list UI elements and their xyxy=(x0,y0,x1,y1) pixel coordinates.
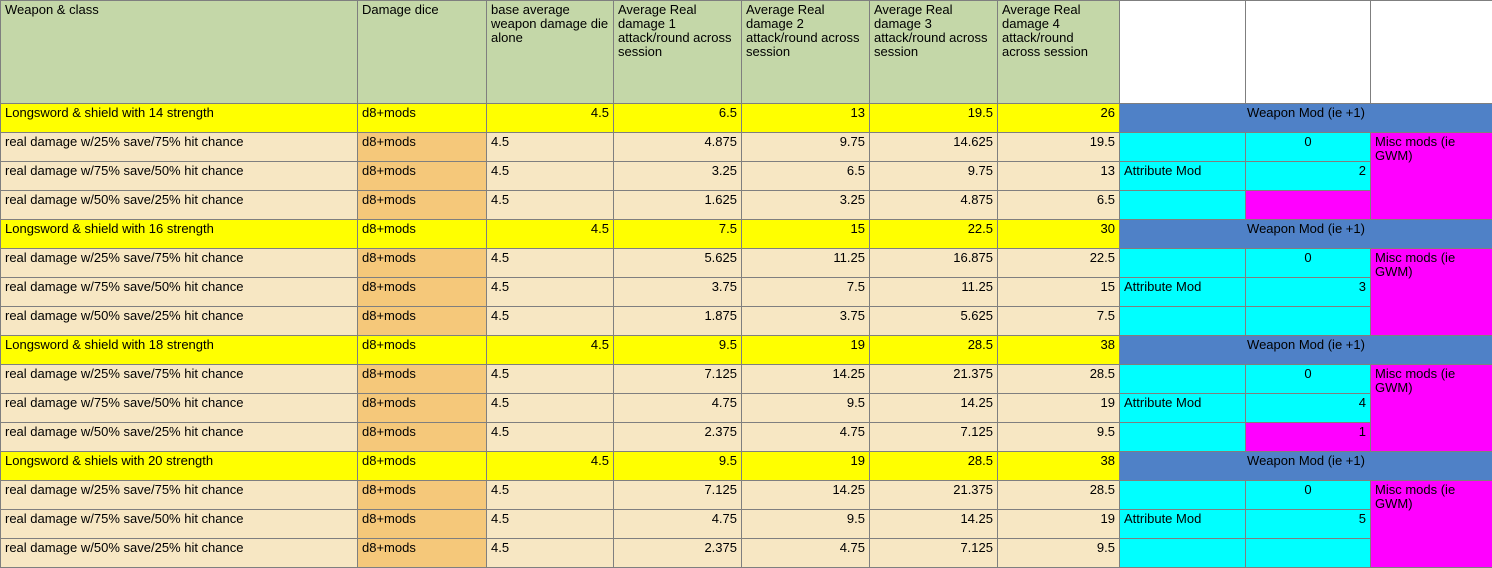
row-ar3: 21.375 xyxy=(870,365,998,394)
row-ar2: 3.75 xyxy=(742,307,870,336)
group-dice: d8+mods xyxy=(358,220,487,249)
weapon-mod-value: 0 xyxy=(1246,133,1371,162)
header-average-real-2: Average Real damage 2 attack/round across session xyxy=(742,1,870,104)
row-base: 4.5 xyxy=(487,423,614,452)
group-ar4: 30 xyxy=(998,220,1120,249)
row-ar4: 9.5 xyxy=(998,423,1120,452)
group-ar3: 19.5 xyxy=(870,104,998,133)
row-ar2: 11.25 xyxy=(742,249,870,278)
table-row xyxy=(1,539,1492,568)
row-ar1: 2.375 xyxy=(614,539,742,568)
row-ar1: 4.75 xyxy=(614,510,742,539)
header-average-real-4: Average Real damage 4 attack/round across session xyxy=(998,1,1120,104)
group-ar1: 9.5 xyxy=(614,336,742,365)
weapon-mod-spacer xyxy=(1120,481,1246,510)
row-base: 4.5 xyxy=(487,481,614,510)
row-ar1: 4.75 xyxy=(614,394,742,423)
row-label: real damage w/50% save/25% hit chance xyxy=(1,539,358,568)
misc-mod-spacer xyxy=(1120,191,1246,220)
table-row xyxy=(1,510,1492,539)
attribute-mod-label: Attribute Mod xyxy=(1120,278,1246,307)
row-base: 4.5 xyxy=(487,394,614,423)
group-title: Longsword & shield with 14 strength xyxy=(1,104,358,133)
group-ar1: 9.5 xyxy=(614,452,742,481)
row-dice: d8+mods xyxy=(358,249,487,278)
group-base: 4.5 xyxy=(487,452,614,481)
weapon-mod-spacer xyxy=(1120,249,1246,278)
misc-mod-value: 1 xyxy=(1246,423,1371,452)
weapon-mod-spacer xyxy=(1120,133,1246,162)
row-label: real damage w/50% save/25% hit chance xyxy=(1,307,358,336)
row-ar2: 14.25 xyxy=(742,481,870,510)
row-ar1: 4.875 xyxy=(614,133,742,162)
attribute-mod-value: 4 xyxy=(1246,394,1371,423)
row-label: real damage w/25% save/75% hit chance xyxy=(1,249,358,278)
row-dice: d8+mods xyxy=(358,191,487,220)
misc-mods-label: Misc mods (ie GWM) xyxy=(1371,133,1492,220)
row-dice: d8+mods xyxy=(358,510,487,539)
misc-mod-value xyxy=(1246,191,1371,220)
row-ar1: 1.625 xyxy=(614,191,742,220)
attribute-mod-label: Attribute Mod xyxy=(1120,510,1246,539)
row-dice: d8+mods xyxy=(358,307,487,336)
row-ar3: 4.875 xyxy=(870,191,998,220)
row-ar2: 4.75 xyxy=(742,423,870,452)
attribute-mod-value: 3 xyxy=(1246,278,1371,307)
row-base: 4.5 xyxy=(487,539,614,568)
row-ar3: 16.875 xyxy=(870,249,998,278)
misc-mods-label: Misc mods (ie GWM) xyxy=(1371,481,1492,568)
row-ar4: 6.5 xyxy=(998,191,1120,220)
header-base-average: base average weapon damage die alone xyxy=(487,1,614,104)
weapon-mod-header: Weapon Mod (ie +1) xyxy=(1120,220,1492,249)
row-dice: d8+mods xyxy=(358,539,487,568)
group-ar2: 19 xyxy=(742,336,870,365)
group-base: 4.5 xyxy=(487,104,614,133)
group-ar2: 19 xyxy=(742,452,870,481)
misc-mod-spacer xyxy=(1120,539,1246,568)
group-ar3: 28.5 xyxy=(870,336,998,365)
header-weapon-class: Weapon & class xyxy=(1,1,358,104)
row-base: 4.5 xyxy=(487,249,614,278)
group-ar4: 38 xyxy=(998,452,1120,481)
weapon-mod-value: 0 xyxy=(1246,481,1371,510)
table-row xyxy=(1,423,1492,452)
row-ar1: 1.875 xyxy=(614,307,742,336)
row-ar4: 7.5 xyxy=(998,307,1120,336)
group-title-row xyxy=(1,220,1492,249)
row-dice: d8+mods xyxy=(358,423,487,452)
table-header-row xyxy=(1,1,1492,104)
group-title-row xyxy=(1,336,1492,365)
table-row xyxy=(1,191,1492,220)
table-row xyxy=(1,133,1492,162)
group-title-row xyxy=(1,452,1492,481)
row-ar1: 5.625 xyxy=(614,249,742,278)
header-damage-dice: Damage dice xyxy=(358,1,487,104)
attribute-mod-value: 5 xyxy=(1246,510,1371,539)
misc-mods-label: Misc mods (ie GWM) xyxy=(1371,249,1492,336)
row-base: 4.5 xyxy=(487,278,614,307)
row-ar2: 9.75 xyxy=(742,133,870,162)
row-label: real damage w/50% save/25% hit chance xyxy=(1,423,358,452)
table-row xyxy=(1,394,1492,423)
group-ar3: 22.5 xyxy=(870,220,998,249)
row-ar3: 9.75 xyxy=(870,162,998,191)
misc-mod-value xyxy=(1246,307,1371,336)
row-dice: d8+mods xyxy=(358,133,487,162)
weapon-mod-header: Weapon Mod (ie +1) xyxy=(1120,104,1492,133)
table-row xyxy=(1,481,1492,510)
table-row xyxy=(1,365,1492,394)
row-base: 4.5 xyxy=(487,307,614,336)
attribute-mod-label: Attribute Mod xyxy=(1120,394,1246,423)
group-ar3: 28.5 xyxy=(870,452,998,481)
row-ar4: 15 xyxy=(998,278,1120,307)
row-ar4: 19.5 xyxy=(998,133,1120,162)
row-ar3: 5.625 xyxy=(870,307,998,336)
weapon-mod-value: 0 xyxy=(1246,249,1371,278)
row-dice: d8+mods xyxy=(358,278,487,307)
table-row xyxy=(1,278,1492,307)
header-average-real-3: Average Real damage 3 attack/round across session xyxy=(870,1,998,104)
row-ar2: 9.5 xyxy=(742,394,870,423)
row-label: real damage w/25% save/75% hit chance xyxy=(1,481,358,510)
row-label: real damage w/75% save/50% hit chance xyxy=(1,162,358,191)
row-ar2: 14.25 xyxy=(742,365,870,394)
row-ar4: 19 xyxy=(998,510,1120,539)
weapon-mod-header: Weapon Mod (ie +1) xyxy=(1120,452,1492,481)
group-ar4: 26 xyxy=(998,104,1120,133)
group-base: 4.5 xyxy=(487,220,614,249)
row-ar4: 28.5 xyxy=(998,365,1120,394)
group-base: 4.5 xyxy=(487,336,614,365)
row-dice: d8+mods xyxy=(358,481,487,510)
table-row xyxy=(1,249,1492,278)
row-ar4: 9.5 xyxy=(998,539,1120,568)
header-average-real-1: Average Real damage 1 attack/round across session xyxy=(614,1,742,104)
group-ar1: 6.5 xyxy=(614,104,742,133)
row-dice: d8+mods xyxy=(358,365,487,394)
row-ar1: 2.375 xyxy=(614,423,742,452)
row-label: real damage w/75% save/50% hit chance xyxy=(1,510,358,539)
header-spacer-2 xyxy=(1246,1,1371,104)
weapon-mod-spacer xyxy=(1120,365,1246,394)
group-title: Longsword & shield with 16 strength xyxy=(1,220,358,249)
row-ar2: 7.5 xyxy=(742,278,870,307)
row-ar1: 7.125 xyxy=(614,481,742,510)
row-ar1: 3.75 xyxy=(614,278,742,307)
row-ar4: 22.5 xyxy=(998,249,1120,278)
row-label: real damage w/25% save/75% hit chance xyxy=(1,133,358,162)
weapon-mod-header: Weapon Mod (ie +1) xyxy=(1120,336,1492,365)
row-ar1: 7.125 xyxy=(614,365,742,394)
row-ar4: 28.5 xyxy=(998,481,1120,510)
row-ar3: 7.125 xyxy=(870,539,998,568)
group-ar2: 13 xyxy=(742,104,870,133)
row-ar4: 19 xyxy=(998,394,1120,423)
group-dice: d8+mods xyxy=(358,336,487,365)
header-spacer-3 xyxy=(1371,1,1492,104)
row-ar2: 9.5 xyxy=(742,510,870,539)
group-ar4: 38 xyxy=(998,336,1120,365)
table-row xyxy=(1,162,1492,191)
row-ar2: 4.75 xyxy=(742,539,870,568)
row-ar4: 13 xyxy=(998,162,1120,191)
attribute-mod-label: Attribute Mod xyxy=(1120,162,1246,191)
row-base: 4.5 xyxy=(487,510,614,539)
header-spacer-1 xyxy=(1120,1,1246,104)
row-ar1: 3.25 xyxy=(614,162,742,191)
row-dice: d8+mods xyxy=(358,394,487,423)
attribute-mod-value: 2 xyxy=(1246,162,1371,191)
group-title-row xyxy=(1,104,1492,133)
group-title: Longsword & shield with 18 strength xyxy=(1,336,358,365)
group-dice: d8+mods xyxy=(358,452,487,481)
row-label: real damage w/75% save/50% hit chance xyxy=(1,278,358,307)
row-base: 4.5 xyxy=(487,191,614,220)
row-base: 4.5 xyxy=(487,133,614,162)
group-ar1: 7.5 xyxy=(614,220,742,249)
row-ar3: 21.375 xyxy=(870,481,998,510)
row-label: real damage w/50% save/25% hit chance xyxy=(1,191,358,220)
row-ar3: 11.25 xyxy=(870,278,998,307)
row-base: 4.5 xyxy=(487,365,614,394)
row-base: 4.5 xyxy=(487,162,614,191)
misc-mod-spacer xyxy=(1120,307,1246,336)
row-label: real damage w/75% save/50% hit chance xyxy=(1,394,358,423)
row-ar3: 14.25 xyxy=(870,510,998,539)
misc-mods-label: Misc mods (ie GWM) xyxy=(1371,365,1492,452)
row-dice: d8+mods xyxy=(358,162,487,191)
row-ar3: 14.25 xyxy=(870,394,998,423)
row-label: real damage w/25% save/75% hit chance xyxy=(1,365,358,394)
row-ar2: 3.25 xyxy=(742,191,870,220)
misc-mod-value xyxy=(1246,539,1371,568)
row-ar2: 6.5 xyxy=(742,162,870,191)
group-dice: d8+mods xyxy=(358,104,487,133)
weapon-mod-value: 0 xyxy=(1246,365,1371,394)
group-ar2: 15 xyxy=(742,220,870,249)
row-ar3: 14.625 xyxy=(870,133,998,162)
misc-mod-spacer xyxy=(1120,423,1246,452)
group-title: Longsword & shiels with 20 strength xyxy=(1,452,358,481)
row-ar3: 7.125 xyxy=(870,423,998,452)
table-row xyxy=(1,307,1492,336)
